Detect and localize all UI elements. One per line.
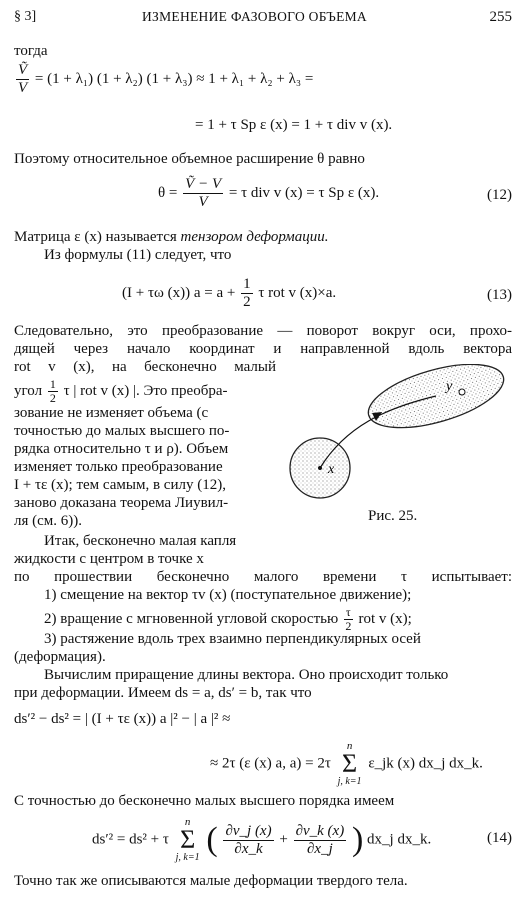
section-number: § 3] — [14, 9, 37, 24]
text-line-angle: угол $\frac{1}{2}$ τ | rot v (x) |. Это преобра- — [14, 377, 228, 405]
text-line: жидкости с центром в точке x — [14, 551, 204, 567]
fraction-half-small: $\frac{1}{2}$ — [49, 377, 56, 405]
fraction-dvj-dxk: $\frac{\partial v\_j (x)}{\partial x\_k}$ — [225, 822, 272, 857]
equation-number-13: (13) — [487, 287, 512, 303]
equation-ds-increment-cont: ≈ 2τ (ε (x) a, a) = 2τ n Σ j, k=1 ε_jk (x) dx_j dx_k. — [210, 740, 483, 787]
text-line: С точностью до бесконечно малых высшего порядка имеем — [14, 793, 395, 809]
summation-sign: n Σ j, k=1 — [175, 816, 200, 863]
equation-14: ds′² = ds² + τ n Σ j, k=1 ( $\frac{\partial v\_j (x)}{\partial x\_k}$ + $\frac{\partial v\_k (x)}{\partial x\_j}$ ) dx_j dx_k. — [92, 816, 432, 863]
text-line: Итак, бесконечно малая капля — [44, 533, 237, 549]
point-x — [318, 466, 322, 470]
text-line: изменяет только преобразование — [14, 459, 223, 475]
equation-ds-increment: ds′² − ds² = | (I + τε (x)) a |² − | a |² ≈ — [14, 711, 231, 727]
text-line: при деформации. Имеем ds = a, ds′ = b, так что — [14, 685, 312, 701]
text-line: Вычислим приращение длины вектора. Оно происходит только — [44, 667, 449, 683]
page-number: 255 — [489, 9, 512, 25]
text-line: дящей через начало координат и направленной вдоль вектора — [14, 341, 512, 357]
text-line: 3) растяжение вдоль трех взаимно перпендикулярных осей — [44, 631, 421, 647]
figure-25-drop-deformation — [286, 364, 508, 504]
text-line: Следовательно, это преобразование — поворот вокруг оси, прохо- — [14, 323, 512, 339]
fraction-dvk-dxj: $\frac{\partial v\_k (x)}{\partial x\_j}$ — [295, 822, 345, 857]
fraction-theta: $\frac{\text{Ṽ − V}}{V}$ — [185, 176, 222, 210]
fraction-tau-half: $\frac{\tau}{2}$ — [345, 605, 352, 633]
text-line: рядка относительно τ и ρ). Объем — [14, 441, 229, 457]
text-line: зование не изменяет объема (с — [14, 405, 209, 421]
running-title: ИЗМЕНЕНИЕ ФАЗОВОГО ОБЪЕМА — [142, 9, 367, 24]
text-line: заново доказана теорема Лиувил- — [14, 495, 229, 511]
text-line: точностью до малых высшего по- — [14, 423, 230, 439]
equation-volume-ratio-cont: = 1 + τ Sp ε (x) = 1 + τ div v (x). — [195, 117, 393, 133]
fraction-half: $\frac{1}{2}$ — [243, 276, 251, 310]
equation-12: θ = $\frac{\text{Ṽ − V}}{V}$ = τ div v (x) = τ Sp ε (x). — [158, 176, 380, 210]
text-line: ля (см. 6)). — [14, 513, 83, 529]
point-y — [459, 389, 465, 395]
summation-sign: n Σ j, k=1 — [337, 740, 362, 787]
text-line: тогда — [14, 43, 48, 59]
text-line: по прошествии бесконечно малого времени τ испытывает: — [14, 569, 512, 585]
text-line: Матрица ε (x) называется тензором деформации. — [14, 229, 329, 245]
figure-caption: Рис. 25. — [368, 508, 418, 524]
figure-label-x: x — [328, 462, 335, 477]
running-header — [14, 9, 512, 29]
text-line: Точно так же описываются малые деформации твердого тела. — [14, 873, 408, 889]
drop-deformed-ellipsoid — [362, 364, 508, 440]
equation-number-12: (12) — [487, 187, 512, 203]
equation-13: (I + τω (x)) a = a + $\frac{1}{2}$ τ rot v (x)×a. — [122, 276, 337, 310]
text-line: rot v (x), на бесконечно малый — [14, 359, 276, 375]
text-line: I + τε (x); тем самым, в силу (12), — [14, 477, 226, 493]
fraction-v-ratio: $\frac{\text{Ṽ}}{V}$ — [18, 62, 28, 96]
equation-number-14: (14) — [487, 830, 512, 846]
text-line-rotation: 2) вращение с мгновенной угловой скоростью $\frac{\tau}{2}$ rot v (x); — [44, 605, 412, 633]
text-line: Из формулы (11) следует, что — [44, 247, 232, 263]
figure-label-y: y — [446, 379, 453, 394]
text-line: (деформация). — [14, 649, 106, 665]
equation-volume-ratio: $\frac{\text{Ṽ}}{V}$ = (1 + λ₁) (1 + λ₂) (1 + λ₃) ≈ 1 + λ₁ + λ₂ + λ₃ = — [18, 62, 314, 96]
text-line: 1) смещение на вектор τv (x) (поступательное движение); — [44, 587, 412, 603]
text-line: Поэтому относительное объемное расширение θ равно — [14, 151, 365, 167]
